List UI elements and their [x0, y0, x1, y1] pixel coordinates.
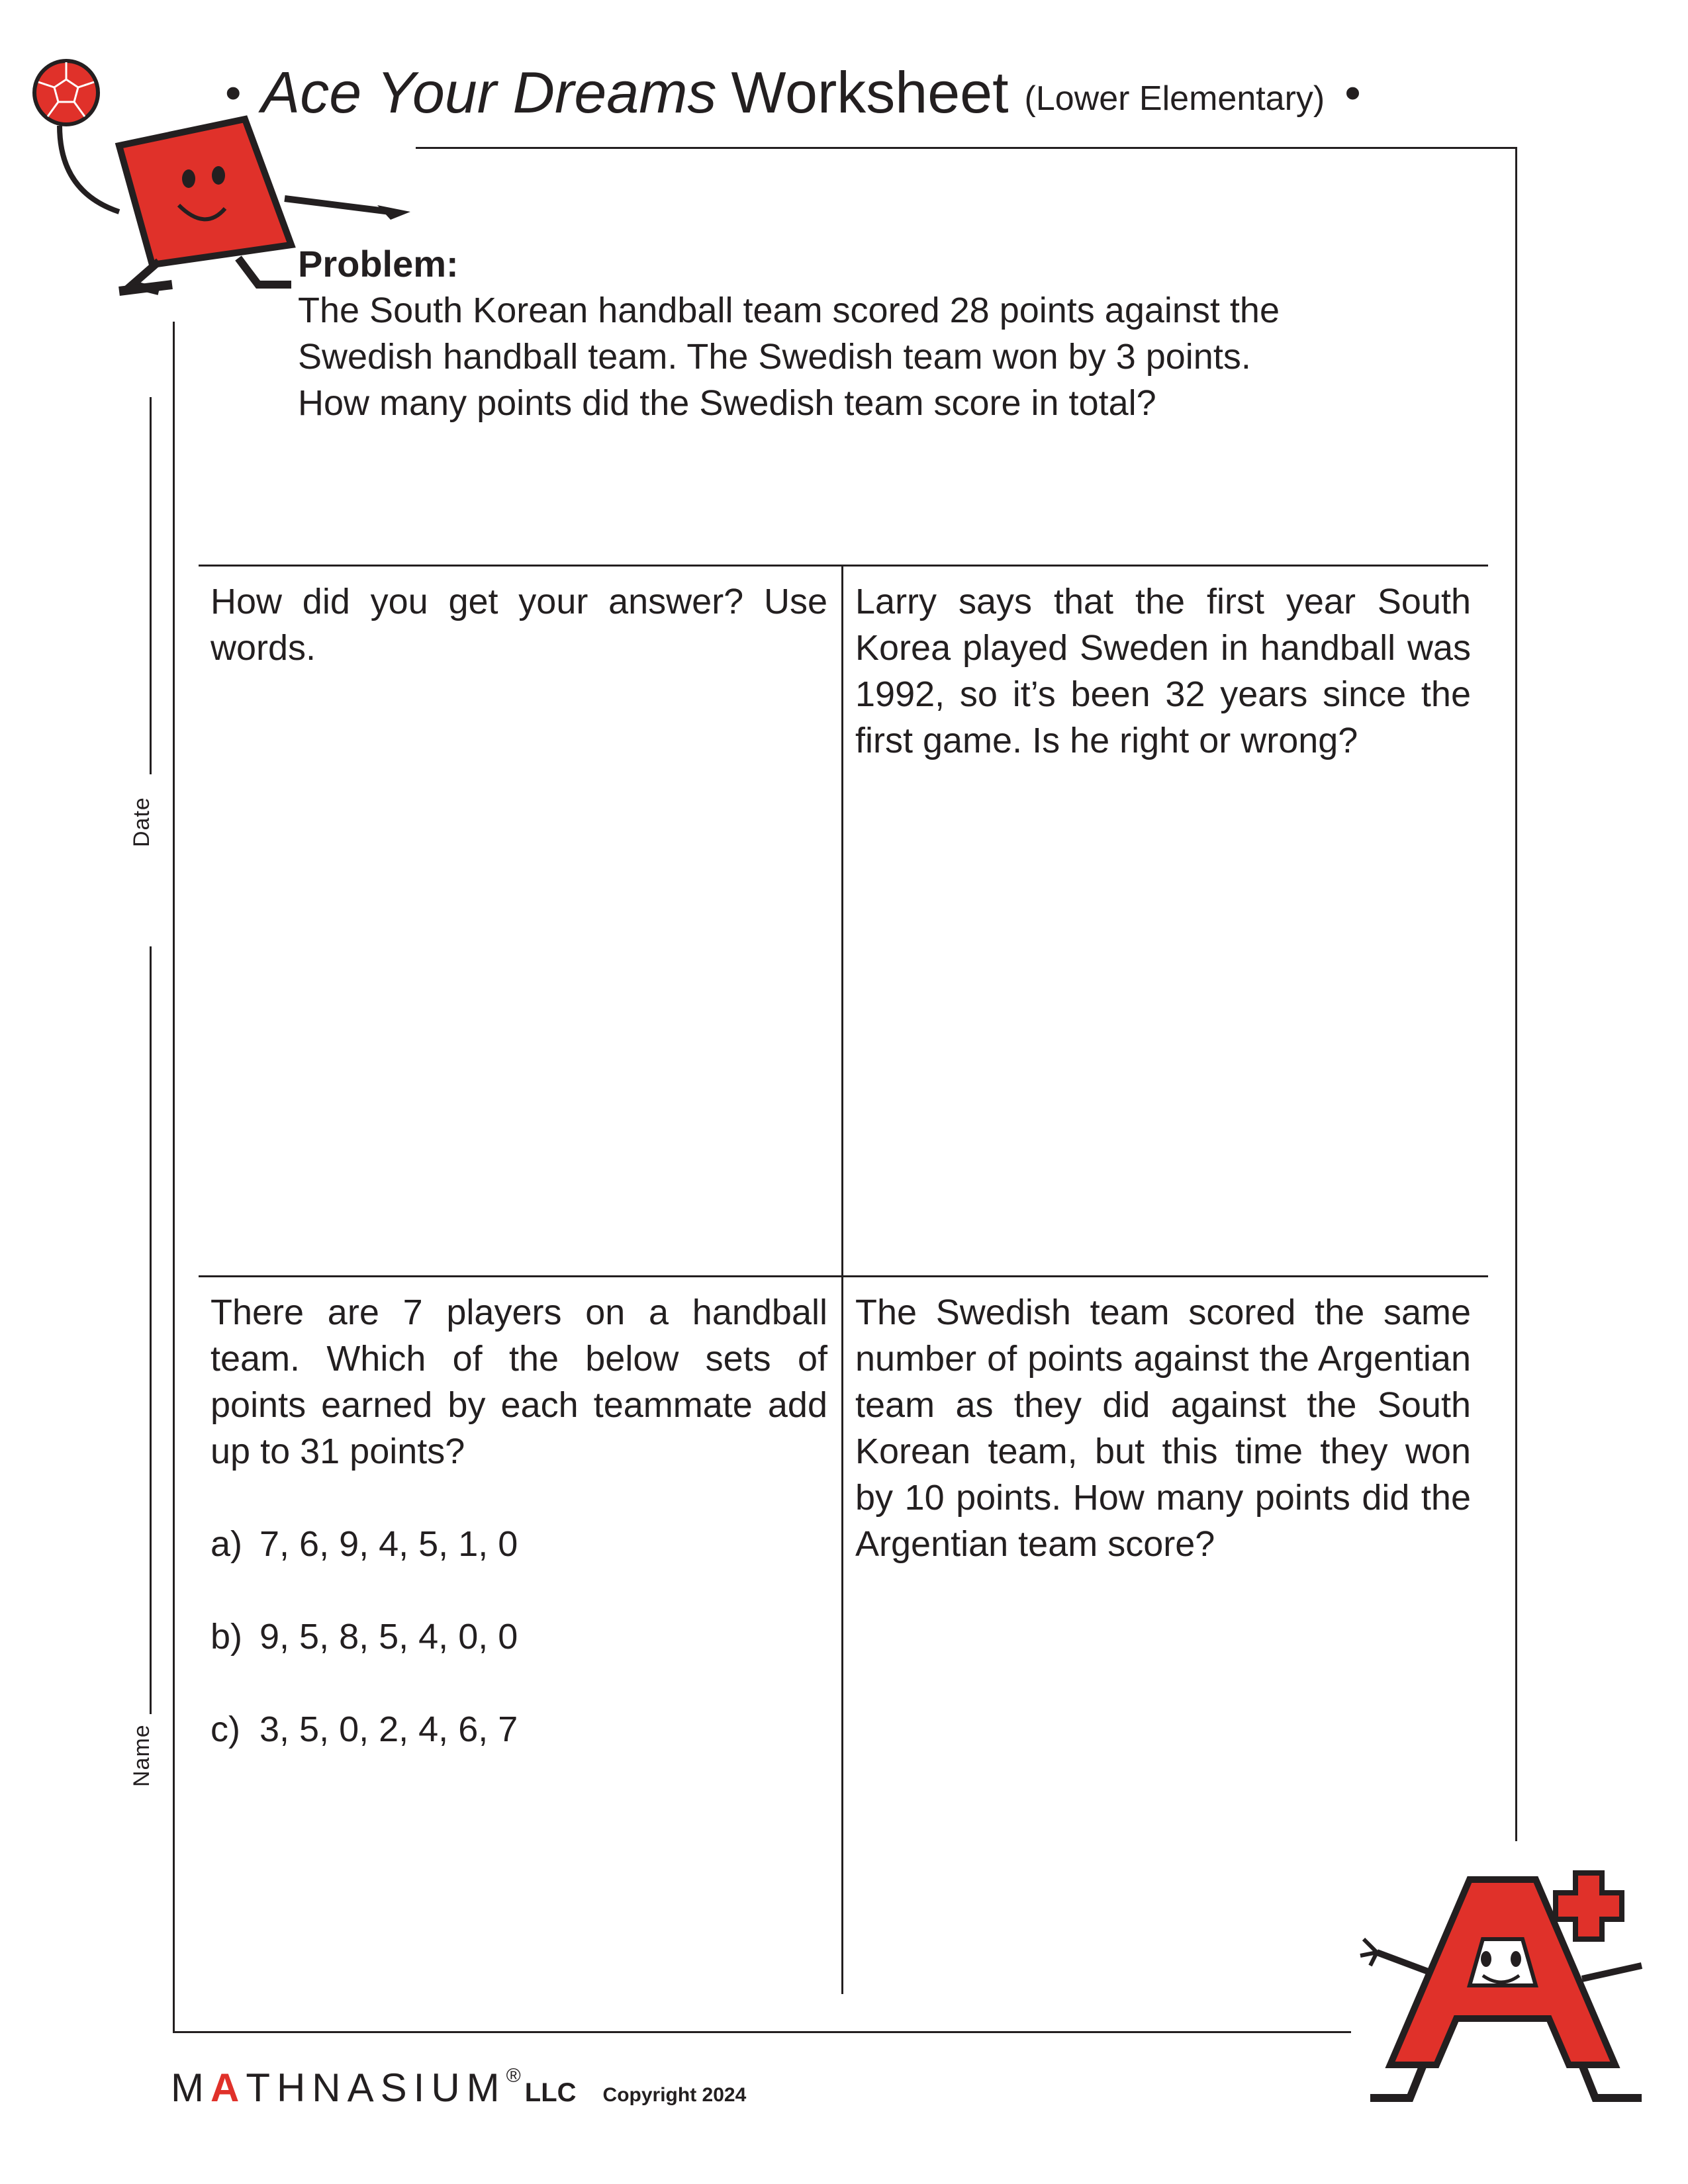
problem-text — [298, 287, 1423, 426]
title-bullet-left: • — [225, 67, 242, 118]
grid-divider-middle — [199, 1275, 1488, 1277]
footer — [171, 2065, 746, 2111]
frame-bottom-rule — [173, 2031, 1351, 2033]
company-suffix: LLC — [524, 2078, 577, 2107]
title-worksheet-text: Worksheet — [731, 60, 1009, 125]
a-plus-mascot-icon — [1350, 1866, 1668, 2105]
grid-divider-top — [199, 565, 1488, 567]
frame-left-rule — [173, 322, 175, 2033]
answer-option-c: c) 3, 5, 0, 2, 4, 6, 7 — [211, 1709, 518, 1749]
question-players-sets — [211, 1289, 827, 1752]
mathnasium-logo: MATHNASIUM® — [171, 2065, 521, 2110]
answer-option-b: b) 9, 5, 8, 5, 4, 0, 0 — [211, 1617, 518, 1657]
title-level-text: (Lower Elementary) — [1024, 79, 1325, 118]
answer-option-a: a) 7, 6, 9, 4, 5, 1, 0 — [211, 1524, 518, 1564]
frame-right-rule — [1515, 147, 1517, 1841]
date-write-line[interactable] — [150, 397, 152, 774]
title-italic-text: Ace Your Dreams — [261, 60, 717, 125]
title-bullet-right: • — [1344, 67, 1361, 118]
problem-line: The South Korean handball team scored 28 points against the — [298, 291, 1280, 330]
question-players-text: There are 7 players on a handball team. Which of the below sets of points earned by each teammate add up to 31 points? — [211, 1293, 827, 1471]
problem-line: How many points did the Swedish team score in total? — [298, 383, 1156, 423]
date-label: Date — [129, 797, 154, 847]
name-label: Name — [129, 1724, 154, 1787]
worksheet-title — [225, 53, 1361, 132]
grid-divider-vertical — [841, 565, 843, 1994]
question-larry-claim: Larry says that the first year South Korea played Sweden in handball was 1992, so it’s been 32 years since the first game. Is he right or wrong? — [855, 582, 1471, 760]
question-explain-answer: How did you get your answer? Use words. — [211, 582, 827, 668]
copyright-text: Copyright 2024 — [602, 2084, 747, 2106]
name-write-line[interactable] — [150, 946, 152, 1714]
frame-top-rule — [416, 147, 1517, 149]
question-argentina-score: The Swedish team scored the same number of points against the Argentian team as they did against the South Korean team, but this time they won by 10 points. How many points did the Argentian team score? — [855, 1293, 1471, 1564]
problem-heading: Problem: — [298, 243, 459, 285]
problem-line: Swedish handball team. The Swedish team won by 3 points. — [298, 337, 1251, 377]
